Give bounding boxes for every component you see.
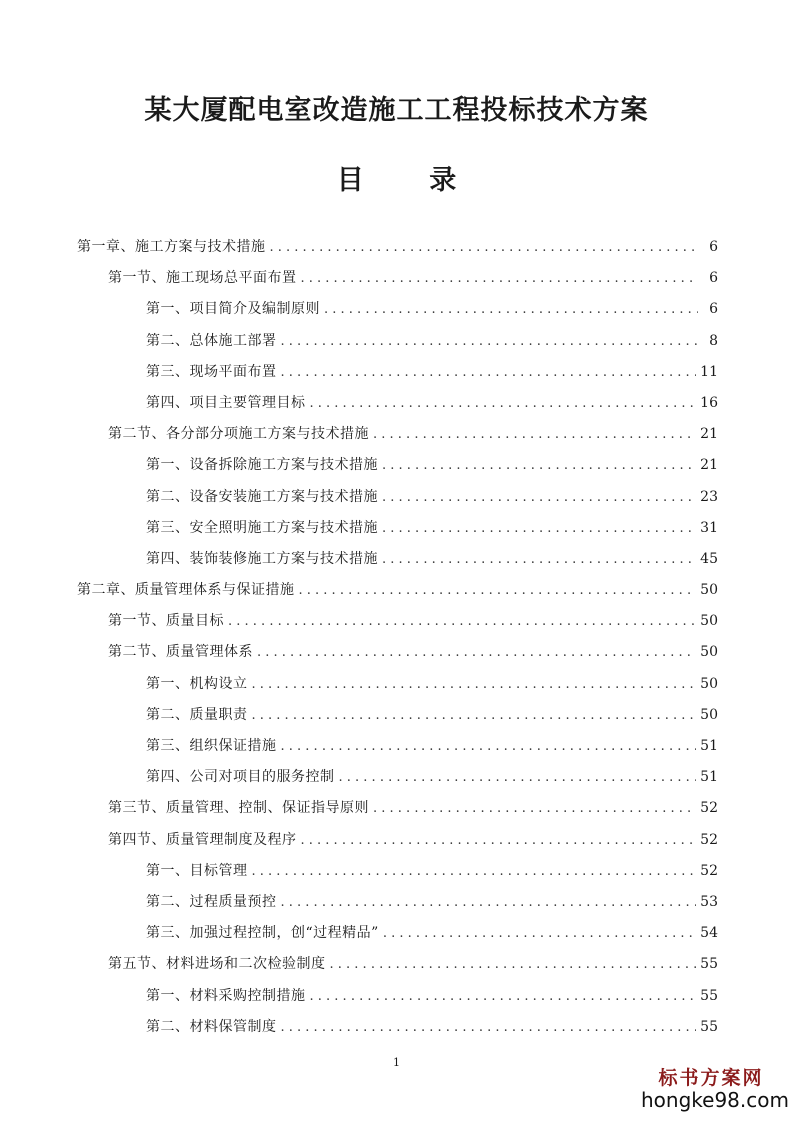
- toc-entry[interactable]: [77, 575, 718, 606]
- toc-entry-page: 55: [700, 956, 718, 973]
- toc-entry[interactable]: [108, 793, 718, 824]
- toc-entry-page: 50: [700, 582, 718, 599]
- toc-entry[interactable]: [146, 513, 718, 544]
- toc-entry-page: 50: [700, 675, 718, 692]
- toc-dot-leader: [301, 825, 697, 856]
- toc-dot-leader: [281, 731, 697, 762]
- toc-entry[interactable]: [108, 419, 718, 450]
- toc-entry-label: 第四、项目主要管理目标: [146, 394, 306, 411]
- toc-dot-leader: [324, 294, 698, 325]
- toc-dot-leader: [299, 575, 697, 606]
- toc-entry-page: 55: [700, 1018, 718, 1035]
- toc-dot-leader: [281, 1012, 697, 1043]
- toc-entry[interactable]: [146, 762, 718, 793]
- toc-entry-page: 54: [700, 925, 718, 942]
- toc-entry-page: 6: [709, 301, 718, 318]
- toc-entry-page: 8: [709, 332, 718, 349]
- toc-dot-leader: [382, 450, 696, 481]
- toc-dot-leader: [310, 388, 697, 419]
- toc-entry-label: 第五节、材料进场和二次检验制度: [108, 956, 326, 973]
- toc-entry[interactable]: [146, 669, 718, 700]
- toc-entry-label: 第二、质量职责: [146, 706, 248, 723]
- toc-entry-label: 第三、现场平面布置: [146, 363, 277, 380]
- toc-entry[interactable]: [146, 1012, 718, 1043]
- toc-dot-leader: [373, 419, 696, 450]
- toc-entry-page: 52: [700, 831, 718, 848]
- toc-entry-label: 第二、总体施工部署: [146, 332, 277, 349]
- toc-entry[interactable]: [146, 294, 718, 325]
- toc-entry-page: 52: [700, 800, 718, 817]
- toc-entry[interactable]: [146, 388, 718, 419]
- watermark-logo: [641, 1063, 789, 1112]
- toc-entry-page: 51: [700, 769, 718, 786]
- toc-entry-label: 第二章、质量管理体系与保证措施: [77, 582, 295, 599]
- toc-entry[interactable]: [77, 232, 718, 263]
- toc-entry[interactable]: [146, 981, 718, 1012]
- toc-entry-label: 第一、机构设立: [146, 675, 248, 692]
- page-number: 1: [393, 1056, 400, 1069]
- toc-dot-leader: [301, 263, 699, 294]
- toc-dot-leader: [330, 949, 697, 980]
- toc-entry-page: 6: [709, 270, 718, 287]
- toc-entry-page: 45: [700, 550, 718, 567]
- toc-entry-label: 第二、设备安装施工方案与技术措施: [146, 488, 378, 505]
- toc-entry-page: 52: [700, 862, 718, 879]
- toc-dot-leader: [257, 637, 696, 668]
- toc-dot-leader: [281, 887, 697, 918]
- toc-entry[interactable]: [146, 326, 718, 357]
- toc-dot-leader: [270, 232, 699, 263]
- toc-entry[interactable]: [146, 700, 718, 731]
- toc-entry-label: 第一节、施工现场总平面布置: [108, 270, 297, 287]
- toc-entry-label: 第一章、施工方案与技术措施: [77, 239, 266, 255]
- toc-dot-leader: [281, 357, 697, 388]
- toc-entry-label: 第二节、质量管理体系: [108, 644, 253, 661]
- toc-entry[interactable]: [108, 825, 718, 856]
- toc-entry-label: 第三、安全照明施工方案与技术措施: [146, 519, 378, 536]
- toc-dot-leader: [281, 326, 699, 357]
- toc-entry-page: 50: [700, 706, 718, 723]
- toc-entry-page: 50: [700, 644, 718, 661]
- toc-entry-page: 11: [700, 363, 718, 380]
- toc-entry-label: 第二、过程质量预控: [146, 893, 277, 910]
- toc-dot-leader: [382, 482, 696, 513]
- toc-entry[interactable]: [146, 731, 718, 762]
- toc-dot-leader: [382, 513, 696, 544]
- toc-entry-page: 6: [709, 239, 718, 255]
- toc-entry[interactable]: [108, 606, 718, 637]
- toc-dot-leader: [383, 918, 696, 949]
- toc-entry-page: 51: [700, 738, 718, 754]
- toc-entry[interactable]: [146, 482, 718, 513]
- toc-dot-leader: [310, 981, 697, 1012]
- toc-entry[interactable]: [146, 450, 718, 481]
- toc-entry-page: 53: [700, 893, 718, 910]
- toc-entry[interactable]: [108, 637, 718, 668]
- watermark-site-name: 标书方案网: [658, 1067, 764, 1089]
- toc-entry-page: 23: [700, 488, 718, 505]
- toc-entry-label: 第三节、质量管理、控制、保证指导原则: [108, 800, 369, 817]
- toc-dot-leader: [252, 700, 697, 731]
- toc-entry-page: 55: [700, 987, 718, 1004]
- toc-dot-leader: [252, 669, 697, 700]
- toc-dot-leader: [373, 793, 696, 824]
- toc-entry-label: 第二节、各分部分项施工方案与技术措施: [108, 426, 369, 443]
- toc-entry-label: 第一、项目简介及编制原则: [146, 301, 320, 318]
- toc-dot-leader: [252, 856, 697, 887]
- toc-entry[interactable]: [146, 856, 718, 887]
- toc-entry-label: 第四、装饰装修施工方案与技术措施: [146, 550, 378, 567]
- toc-entry-label: 第四节、质量管理制度及程序: [108, 831, 297, 848]
- toc-entry-page: 21: [700, 457, 718, 474]
- toc-entry-label: 第一、目标管理: [146, 862, 248, 879]
- toc-dot-leader: [339, 762, 697, 793]
- toc-entry-label: 第三、组织保证措施: [146, 738, 277, 754]
- document-title: 某大厦配电室改造施工工程投标技术方案: [144, 95, 649, 126]
- toc-entry[interactable]: [146, 357, 718, 388]
- toc-entry-page: 16: [700, 394, 718, 411]
- toc-entry-label: 第一、设备拆除施工方案与技术措施: [146, 457, 378, 474]
- toc-entry-page: 31: [700, 519, 718, 536]
- toc-entry[interactable]: [146, 918, 718, 949]
- toc-entry-label: 第四、公司对项目的服务控制: [146, 769, 335, 786]
- watermark-url: hongke98.com: [641, 1088, 789, 1112]
- toc-entry-page: 21: [700, 426, 718, 443]
- toc-entry-label: 第三、加强过程控制，创“过程精品”: [146, 925, 379, 942]
- table-of-contents: [0, 232, 793, 1043]
- toc-entry-page: 50: [700, 613, 718, 630]
- toc-entry[interactable]: [108, 949, 718, 980]
- toc-dot-leader: [228, 606, 696, 637]
- toc-dot-leader: [382, 544, 696, 575]
- toc-entry-label: 第一节、质量目标: [108, 613, 224, 630]
- toc-entry-label: 第一、材料采购控制措施: [146, 987, 306, 1004]
- toc-entry-label: 第二、材料保管制度: [146, 1018, 277, 1035]
- toc-entry[interactable]: [108, 263, 718, 294]
- toc-heading: 目 录: [336, 165, 485, 196]
- toc-entry[interactable]: [146, 887, 718, 918]
- toc-entry[interactable]: [146, 544, 718, 575]
